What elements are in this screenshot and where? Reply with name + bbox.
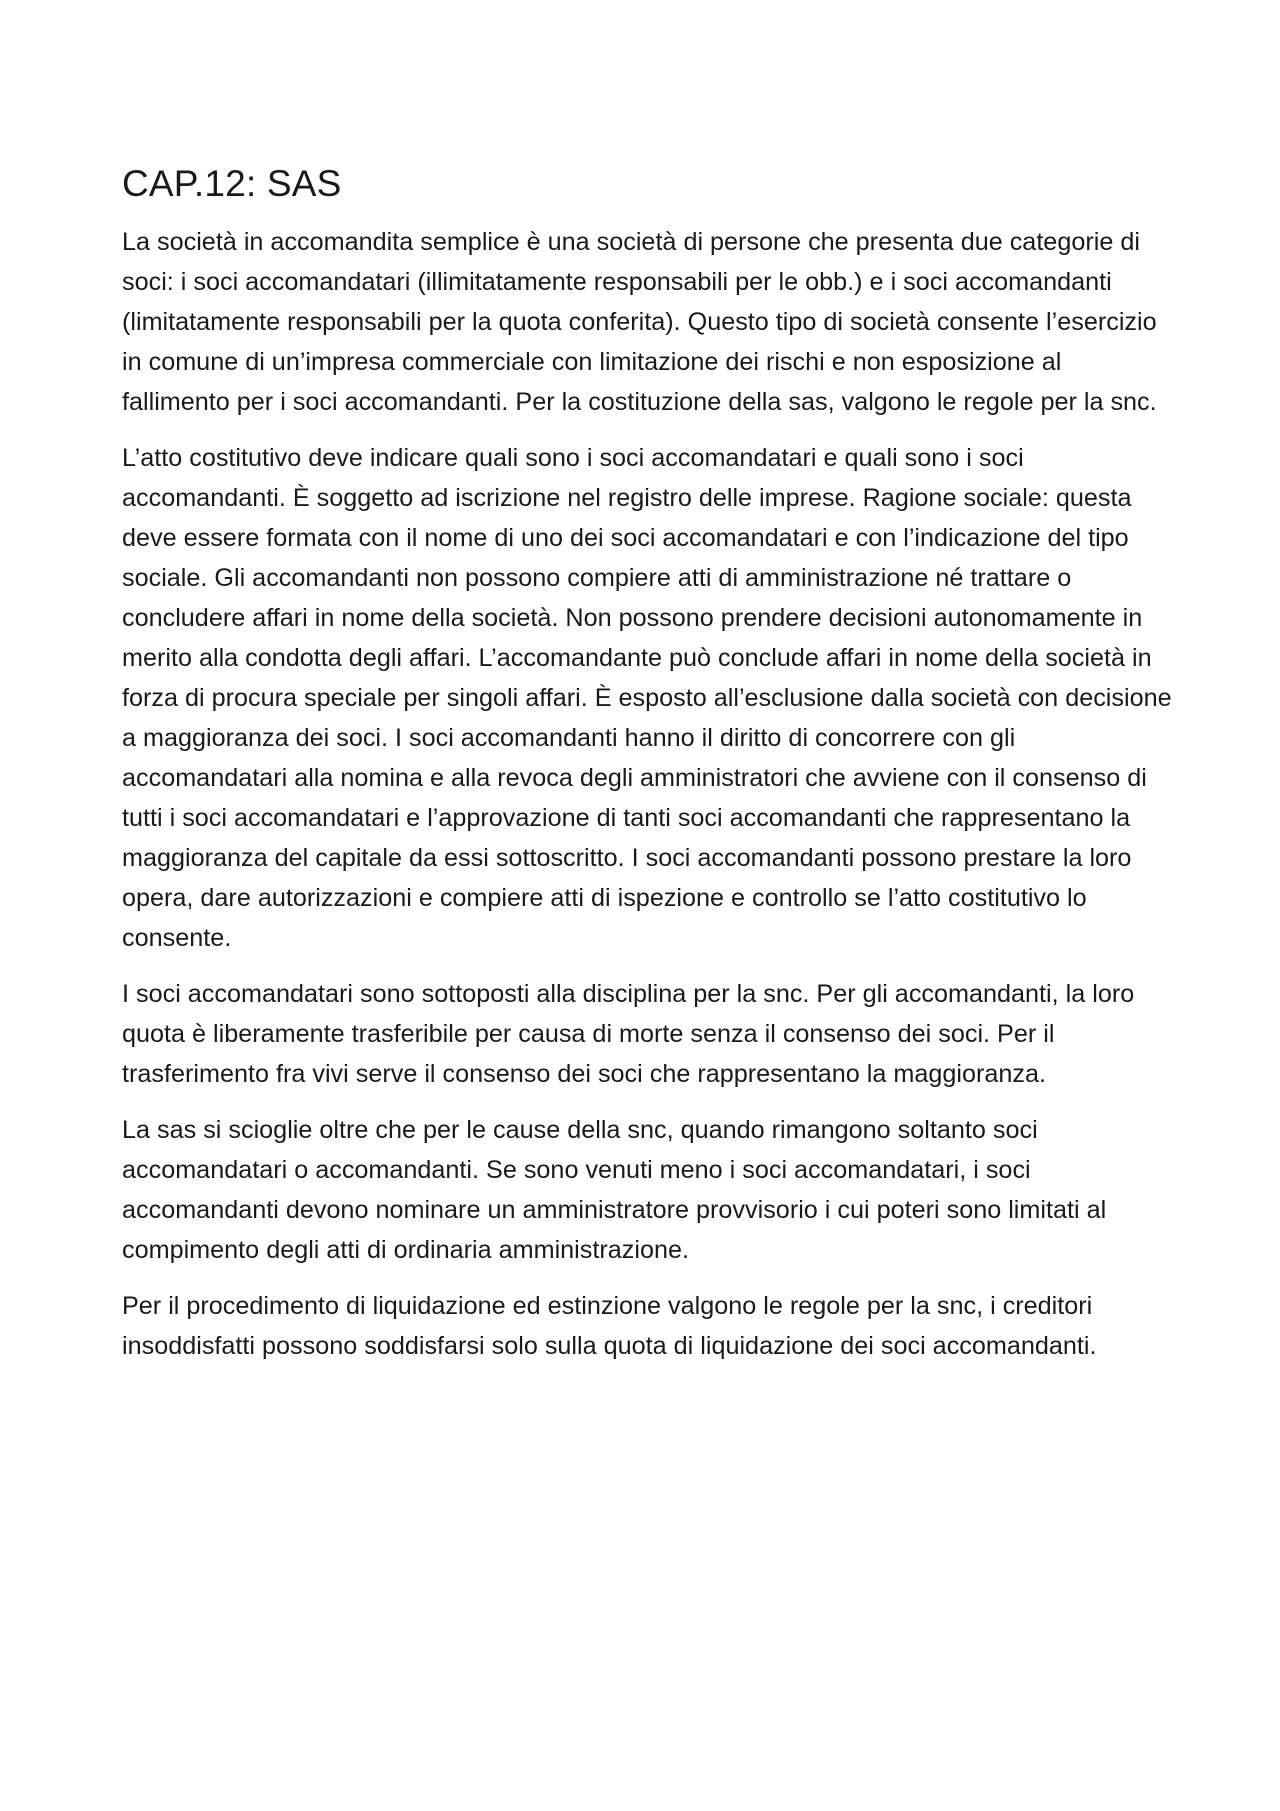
document-body [122,158,1172,1382]
page-title: CAP.12: SAS [122,163,342,204]
paragraph-liquidazione: Per il procedimento di liquidazione ed estinzione valgono le regole per la snc, i creditori insoddisfatti possono soddisfarsi solo sulla quota di liquidazione dei soci accomandanti. [122,1292,1097,1360]
paragraph-scioglimento: La sas si scioglie oltre che per le cause della snc, quando rimangono soltanto soci accomandatari o accomandanti. Se sono venuti meno i soci accomandatari, i soci accomandanti devono nominare un amministratore provvisorio i cui poteri sono limitati al compimento degli atti di ordinaria amministrazione. [122,1116,1107,1264]
paragraph-soci-accomandatari: I soci accomandatari sono sottoposti alla disciplina per la snc. Per gli accomandanti, la loro quota è liberamente trasferibile per causa di morte senza il consenso dei soci. Per il trasferimento fra vivi serve il consenso dei soci che rappresentano la maggioranza. [122,980,1135,1088]
paragraph-atto-costitutivo: L’atto costitutivo deve indicare quali sono i soci accomandatari e quali sono i soci accomandanti. È soggetto ad iscrizione nel registro delle imprese. Ragione sociale: questa deve essere formata con il nome di uno dei soci accomandatari e con l’indicazione del tipo sociale. Gli accomandanti non possono compiere atti di amministrazione né trattare o concludere affari in nome della società. Non possono prendere decisioni autonomamente in merito alla condotta degli affari. L’accomandante può conclude affari in nome della società in forza di procura speciale per singoli affari. È esposto all’esclusione dalla società con decisione a maggioranza dei soci. I soci accomandanti hanno il diritto di concorrere con gli accomandatari alla nomina e alla revoca degli amministratori che avviene con il consenso di tutti i soci accomandatari e l’approvazione di tanti soci accomandanti che rappresentano la maggioranza del capitale da essi sottoscritto. I soci accomandanti possono prestare la loro opera, dare autorizzazioni e compiere atti di ispezione e controllo se l’atto costitutivo lo consente. [122,444,1172,952]
paragraph-intro: La società in accomandita semplice è una società di persone che presenta due categorie di soci: i soci accomandatari (illimitatamente responsabili per le obb.) e i soci accomandanti (limitatamente responsabili per la quota conferita). Questo tipo di società consente l’esercizio in comune di un’impresa commerciale con limitazione dei rischi e non esposizione al fallimento per i soci accomandanti. Per la costituzione della sas, valgono le regole per la snc. [122,228,1157,416]
